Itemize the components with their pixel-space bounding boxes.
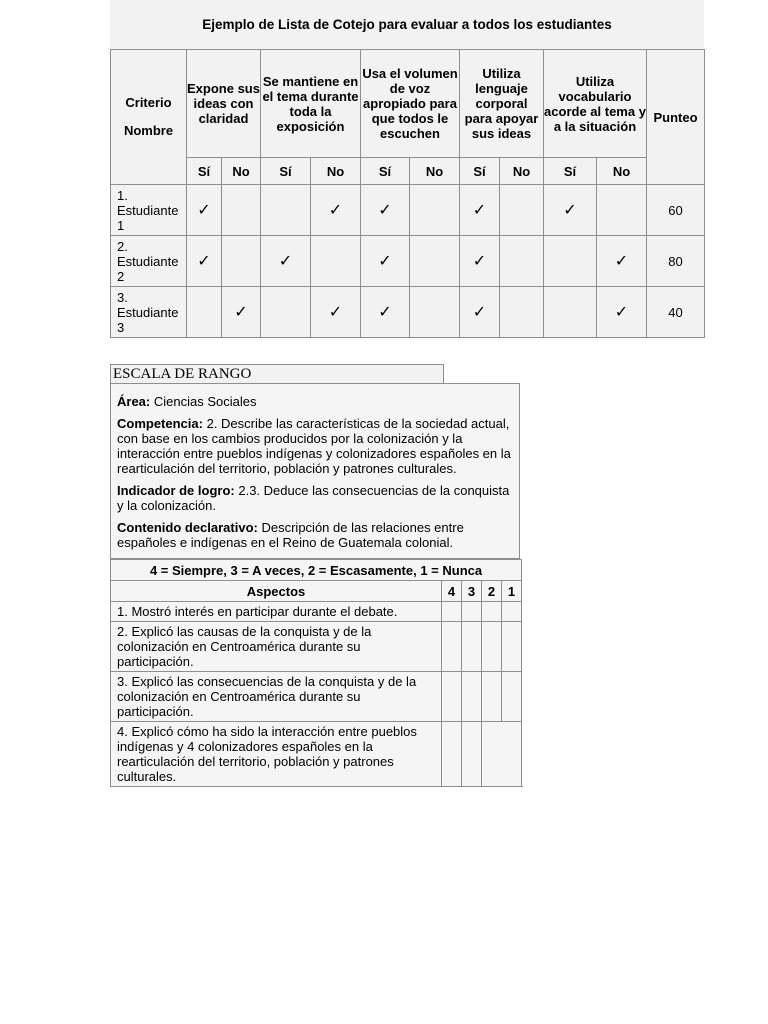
rating-cell[interactable]	[482, 672, 502, 722]
aspectos-header: Aspectos	[111, 581, 442, 602]
level-header: 2	[482, 581, 502, 602]
student-row	[111, 236, 705, 287]
rating-cell[interactable]	[462, 622, 482, 672]
escala-title: ESCALA DE RANGO	[110, 364, 444, 385]
aspect-row	[111, 602, 522, 622]
criterion-header: Utiliza vocabulario acorde al tema y a la situación	[544, 50, 647, 158]
check-mark-icon: ✓	[544, 185, 597, 236]
rating-cell[interactable]	[442, 622, 462, 672]
scale-legend: 4 = Siempre, 3 = A veces, 2 = Escasamente, 1 = Nunca	[111, 560, 522, 581]
student-row	[111, 287, 705, 338]
check-mark-icon: ✓	[460, 287, 500, 338]
rating-cell[interactable]	[442, 722, 462, 787]
indicador-line	[117, 483, 513, 513]
check-mark-icon: ✓	[361, 185, 410, 236]
student-score: 80	[647, 236, 705, 287]
competencia-line	[117, 416, 513, 476]
check-mark-icon: ✓	[460, 236, 500, 287]
rating-cell[interactable]	[462, 602, 482, 622]
yes-no-header-row	[111, 158, 705, 185]
criterion-header: Utiliza lenguaje corporal para apoyar sus ideas	[460, 50, 544, 158]
level-header: 1	[502, 581, 522, 602]
area-line	[117, 394, 513, 409]
si-header: Sí	[361, 158, 410, 185]
indicador-value: 2.3. Deduce las consecuencias de la conquista y la colonización.	[117, 483, 510, 513]
checklist-title: Ejemplo de Lista de Cotejo para evaluar a todos los estudiantes	[110, 0, 704, 49]
rating-cell[interactable]	[442, 602, 462, 622]
empty-cell	[500, 236, 544, 287]
check-mark-icon: ✓	[222, 287, 261, 338]
no-header: No	[410, 158, 460, 185]
check-mark-icon: ✓	[261, 236, 311, 287]
no-header: No	[222, 158, 261, 185]
empty-cell	[544, 236, 597, 287]
si-header: Sí	[187, 158, 222, 185]
area-value: Ciencias Sociales	[153, 394, 257, 409]
check-mark-icon: ✓	[361, 236, 410, 287]
competencia-value: 2. Describe las características de la sociedad actual, con base en los cambios producidos por la colonización y la interacción entre pueblos indígenas y colonizadores españoles en la rearticulación del territorio, población y patrones culturales.	[117, 416, 511, 476]
empty-cell	[597, 185, 647, 236]
check-mark-icon: ✓	[460, 185, 500, 236]
checklist-table	[110, 49, 705, 338]
aspect-row	[111, 622, 522, 672]
empty-cell	[261, 287, 311, 338]
check-mark-icon: ✓	[597, 236, 647, 287]
check-mark-icon: ✓	[311, 287, 361, 338]
empty-cell	[187, 287, 222, 338]
criterion-header: Expone sus ideas con claridad	[187, 50, 261, 158]
aspect-row	[111, 672, 522, 722]
punteo-header: Punteo	[647, 50, 705, 185]
empty-cell	[500, 185, 544, 236]
indicador-label: Indicador de logro:	[117, 483, 235, 498]
contenido-label: Contenido declarativo:	[117, 520, 258, 535]
rating-cell[interactable]	[482, 622, 502, 672]
criterio-nombre-header	[111, 50, 187, 185]
aspect-text: 2. Explicó las causas de la conquista y de la colonización en Centroamérica durante su participación.	[111, 622, 442, 672]
student-name: 1. Estudiante 1	[111, 185, 187, 236]
aspect-text: 3. Explicó las consecuencias de la conquista y de la colonización en Centroamérica durante su participación.	[111, 672, 442, 722]
rating-cell[interactable]	[502, 602, 522, 622]
empty-cell	[311, 236, 361, 287]
empty-cell	[222, 185, 261, 236]
scale-table	[110, 559, 522, 787]
student-score: 40	[647, 287, 705, 338]
empty-cell	[410, 287, 460, 338]
area-label: Área:	[117, 394, 151, 409]
empty-cell	[222, 236, 261, 287]
aspect-text: 4. Explicó cómo ha sido la interacción entre pueblos indígenas y 4 colonizadores españoles en la rearticulación del territorio, población y patrones culturales.	[111, 722, 442, 787]
empty-cell	[410, 236, 460, 287]
escala-info-box	[110, 383, 520, 559]
no-header: No	[311, 158, 361, 185]
si-header: Sí	[544, 158, 597, 185]
aspect-text: 1. Mostró interés en participar durante el debate.	[111, 602, 442, 622]
no-header: No	[500, 158, 544, 185]
criterio-label: Criterio	[125, 95, 172, 110]
rating-cell[interactable]	[502, 622, 522, 672]
check-mark-icon: ✓	[187, 185, 222, 236]
check-mark-icon: ✓	[311, 185, 361, 236]
empty-cell	[261, 185, 311, 236]
contenido-line	[117, 520, 513, 550]
rating-cell[interactable]	[482, 602, 502, 622]
rating-cell[interactable]	[442, 672, 462, 722]
student-score: 60	[647, 185, 705, 236]
level-header: 4	[442, 581, 462, 602]
empty-cell	[410, 185, 460, 236]
student-name: 2. Estudiante 2	[111, 236, 187, 287]
empty-cell	[544, 287, 597, 338]
competencia-label: Competencia:	[117, 416, 203, 431]
no-header: No	[597, 158, 647, 185]
criterion-header: Usa el volumen de voz apropiado para que todos le escuchen	[361, 50, 460, 158]
check-mark-icon: ✓	[187, 236, 222, 287]
rating-cell[interactable]	[462, 672, 482, 722]
rating-cell[interactable]	[462, 722, 482, 787]
empty-cell	[500, 287, 544, 338]
check-mark-icon: ✓	[597, 287, 647, 338]
rating-cell[interactable]	[502, 672, 522, 722]
aspect-row	[111, 722, 522, 787]
rating-cell[interactable]	[482, 722, 522, 787]
contenido-value: Descripción de las relaciones entre españoles e indígenas en el Reino de Guatemala colonial.	[117, 520, 464, 550]
si-header: Sí	[460, 158, 500, 185]
level-header: 3	[462, 581, 482, 602]
nombre-label: Nombre	[123, 123, 174, 138]
si-header: Sí	[261, 158, 311, 185]
criterion-header: Se mantiene en el tema durante toda la exposición	[261, 50, 361, 158]
student-row	[111, 185, 705, 236]
student-name: 3. Estudiante 3	[111, 287, 187, 338]
check-mark-icon: ✓	[361, 287, 410, 338]
